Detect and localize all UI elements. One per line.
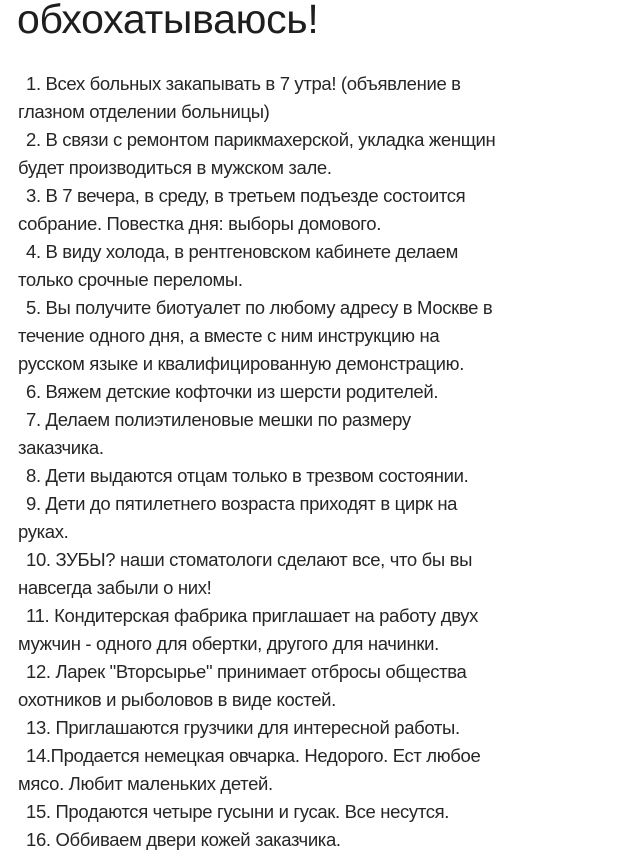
list-item-line: мужчин - одного для обертки, другого для начинки. [18,633,439,654]
list-item [18,658,618,714]
list-item [18,490,618,546]
list-item [18,798,618,826]
list-item-line: 11. Кондитерская фабрика приглашает на работу двух [26,605,479,626]
list-item-line: русском языке и квалифицированную демонстрацию. [18,353,464,374]
list-item [18,406,618,462]
list-item-line: 8. Дети выдаются отцам только в трезвом состоянии. [26,465,469,486]
list-item [18,126,618,182]
list-item-line: навсегда забыли о них! [18,577,212,598]
list-item-line: 9. Дети до пятилетнего возраста приходят в цирк на [26,493,458,514]
list-item-line: только срочные переломы. [18,269,243,290]
list-item-line: 13. Приглашаются грузчики для интересной работы. [26,717,460,738]
list-item-line: 7. Делаем полиэтиленовые мешки по размеру [26,409,411,430]
list-item [18,826,618,854]
list-item-line: течение одного дня, а вместе с ним инструкцию на [18,325,440,346]
list-item-line: 2. В связи с ремонтом парикмахерской, укладка женщин [26,129,496,150]
list-item-line: 15. Продаются четыре гусыни и гусак. Все несутся. [26,801,450,822]
announcement-list [18,70,618,854]
list-item-line: заказчика. [18,437,104,458]
list-item-line: глазном отделении больницы) [18,101,270,122]
list-item-line: 5. Вы получите биотуалет по любому адресу в Москве в [26,297,493,318]
list-item-line: 6. Вяжем детские кофточки из шерсти родителей. [26,381,439,402]
list-item-line: 12. Ларек "Вторсырье" принимает отбросы общества [26,661,467,682]
list-item [18,378,618,406]
list-item-line: руках. [18,521,69,542]
page-title: обхохатываюсь! [17,0,319,42]
list-item-line: охотников и рыболовов в виде костей. [18,689,336,710]
list-item-line: 16. Оббиваем двери кожей заказчика. [26,829,341,850]
list-item [18,602,618,658]
list-item [18,238,618,294]
list-item [18,182,618,238]
list-item-line: будет производиться в мужском зале. [18,157,332,178]
list-item [18,742,618,798]
list-item-line: 1. Всех больных закапывать в 7 утра! (объявление в [26,73,461,94]
list-item [18,462,618,490]
list-item [18,70,618,126]
list-item [18,294,618,378]
list-item-line: 4. В виду холода, в рентгеновском кабинете делаем [26,241,458,262]
list-item-line: собрание. Повестка дня: выборы домового. [18,213,382,234]
list-item-line: мясо. Любит маленьких детей. [18,773,273,794]
list-item [18,714,618,742]
list-item-line: 3. В 7 вечера, в среду, в третьем подъезде состоится [26,185,466,206]
list-item-line: 10. ЗУБЫ? наши стоматологи сделают все, что бы вы [26,549,473,570]
list-item-line: 14.Продается немецкая овчарка. Недорого. Ест любое [26,745,481,766]
list-item [18,546,618,602]
